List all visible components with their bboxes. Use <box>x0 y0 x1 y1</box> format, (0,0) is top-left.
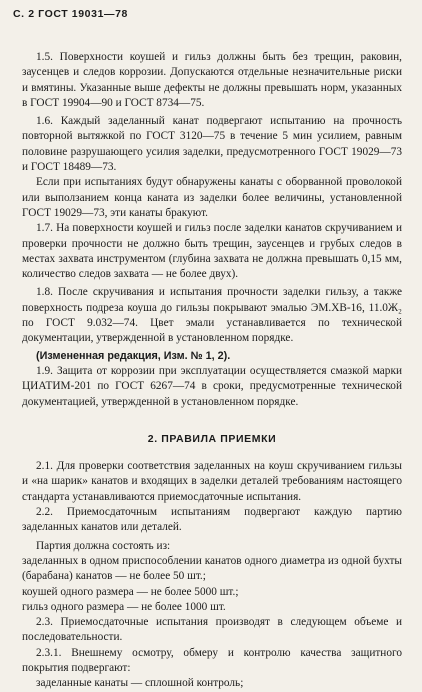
list-item: заделанные канаты — сплошной контроль; <box>36 677 244 690</box>
paragraph-1-9: 1.9. Защита от коррозии при эксплуатации осуществляется смазкой марки ЦИАТИМ-201 по ГОСТ 6267—74 в сроки, предусмотренные технической документацией, утвержденной в установленном порядке. <box>22 364 402 408</box>
amendment-note: (Измененная редакция, Изм. № 1, 2). <box>36 349 231 362</box>
paragraph-1-7: 1.7. На поверхности коушей и гильз после заделки канатов скручиванием и проверки прочности не должно быть трещин, заусенцев и грубых следов в местах захвата инструментом (глубина захвата не должна превышать 0,15 мм, количество следов захвата — не более двух). <box>22 222 402 281</box>
paragraph-2-1: 2.1. Для проверки соответствия заделанных на коуш скручиванием гильзы и «на шарик» канатов и входящих в заделки деталей требованиям настоящего стандарта устанавливаются приемосдаточные испытания. <box>22 460 402 503</box>
document-body <box>22 50 402 692</box>
paragraph-2-3-1: 2.3.1. Внешнему осмотру, обмеру и контролю качества защитного покрытия подвергают: <box>22 646 402 674</box>
section-title: 2. ПРАВИЛА ПРИЕМКИ <box>147 432 277 445</box>
list-item: заделанных в одном приспособлении канатов одного диаметра из одной бухты (барабана) канатов — не более 50 шт.; <box>22 554 402 583</box>
paragraph-1-8: 1.8. После скручивания и испытания прочности заделки гильзу, а также поверхность подреза коуша до гильзы покрывают эмалью ЭМ.ХВ-16, 11.0Ж₂ по ГОСТ 9.032—74. Цвет эмали устанавливается по технической документации, утвержденной в установленном порядке. <box>22 286 402 345</box>
paragraph-1-6: 1.6. Каждый заделанный канат подвергают испытанию на прочность повторной вытяжкой по ГОСТ 3120—75 в течение 5 мин усилием, равным половине разрушающего усилия заделки, предусмотренного ГОСТ 19029—73 и ГОСТ 18489—73. <box>22 115 402 174</box>
list-item: коушей одного размера — не более 5000 шт.; <box>22 585 239 598</box>
paragraph-2-3: 2.3. Приемосдаточные испытания производят в следующем объеме и последовательности. <box>22 616 402 644</box>
page-header: С. 2 ГОСТ 19031—78 <box>13 8 128 20</box>
list-item: гильз одного размера — не более 1000 шт. <box>22 600 226 613</box>
paragraph-1-6-cont: Если при испытаниях будут обнаружены канаты с оборванной проволокой или выползанием конца каната из заделки более величины, установленной ГОСТ 19029—73, эти канаты бракуют. <box>22 176 402 219</box>
paragraph-2-2: 2.2. Приемосдаточным испытаниям подвергают каждую партию заделанных канатов или деталей. <box>22 506 402 534</box>
paragraph-2-2-cont: Партия должна состоять из: <box>36 539 171 552</box>
paragraph-1-5: 1.5. Поверхности коушей и гильз должны быть без трещин, раковин, заусенцев и следов коррозии. Допускаются отдельные незначительные риски и вмятины. Указанные выше дефекты не должны превышать норм, указанных в ГОСТ 19904—90 и ГОСТ 8734—75. <box>22 51 402 109</box>
